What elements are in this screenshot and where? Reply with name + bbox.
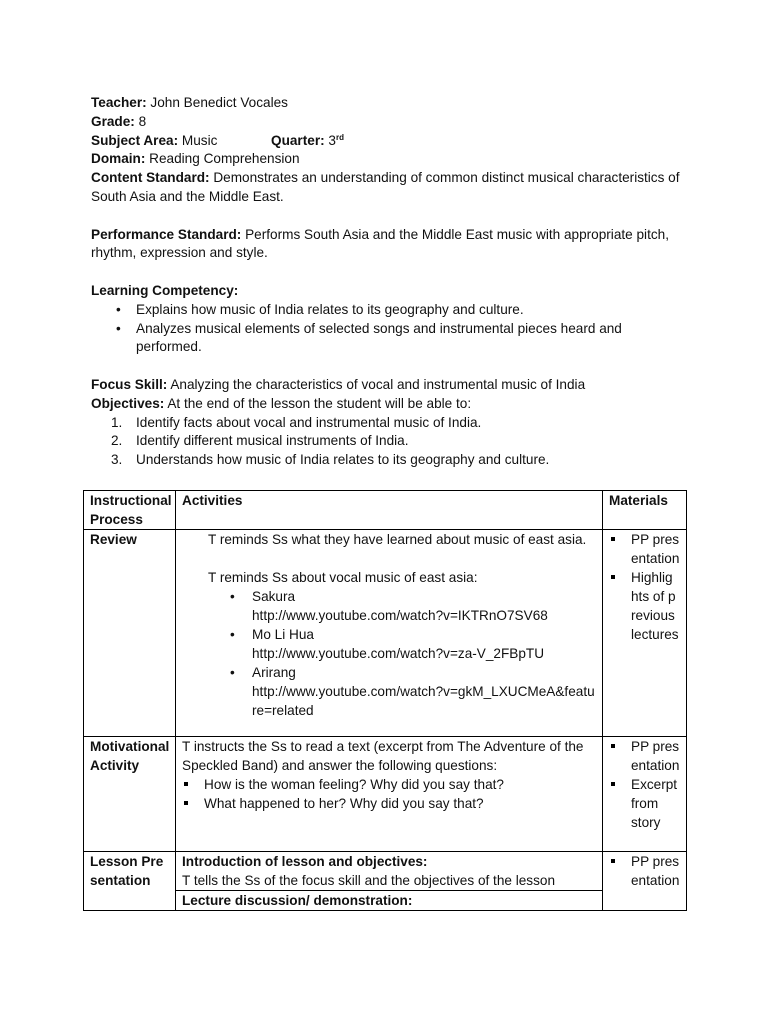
lesson-intro-text: T tells the Ss of the focus skill and the objectives of the lesson: [182, 873, 556, 888]
objectives-list: [91, 414, 691, 470]
domain-line: Domain: Reading Comprehension: [91, 151, 300, 167]
lesson-activities: [176, 852, 603, 911]
focus-skill: Focus Skill: Analyzing the characteristics of vocal and instrumental music of India: [91, 376, 586, 392]
list-item: 3. Understands how music of India relates to its geography and culture.: [111, 452, 550, 468]
list-item: How is the woman feeling? Why did you say that?: [182, 775, 596, 794]
review-line1: T reminds Ss what they have learned about music of east asia.: [208, 532, 587, 547]
list-item: • Sakura http://www.youtube.com/watch?v=IKTRnO7SV68: [182, 587, 596, 625]
motivational-activities: [176, 737, 603, 852]
header-activities: Activities: [176, 491, 603, 530]
row-label: Motivational Activity: [84, 737, 176, 852]
review-line2: T reminds Ss about vocal music of east asia:: [208, 570, 478, 585]
lecture-title: Lecture discussion/ demonstration:: [176, 890, 602, 910]
list-item: • Arirang http://www.youtube.com/watch?v=gkM_LXUCMeA&feature=related: [182, 663, 596, 720]
motivational-materials: [603, 737, 687, 852]
performance-standard: Performance Standard: Performs South Asia and the Middle East music with appropriate pitch, rhythm, expression and style.: [91, 226, 669, 261]
header-materials: Materials: [603, 491, 687, 530]
table-row: [84, 852, 687, 911]
list-item: 1. Identify facts about vocal and instrumental music of India.: [111, 414, 482, 430]
list-item: • Explains how music of India relates to its geography and culture.: [91, 301, 691, 320]
lesson-header: [91, 94, 691, 470]
list-item: 2. Identify different musical instruments of India.: [111, 433, 409, 449]
row-label: Lesson Presentation: [84, 852, 176, 911]
row-label: Review: [84, 530, 176, 737]
review-materials: [603, 530, 687, 737]
competency-heading: Learning Competency:: [91, 282, 239, 298]
lesson-intro-title: Introduction of lesson and objectives:: [182, 854, 428, 869]
grade-line: Grade: 8: [91, 113, 147, 129]
list-item: • Analyzes musical elements of selected songs and instrumental pieces heard and performed.: [91, 320, 691, 358]
list-item: PP presentation: [609, 530, 680, 568]
list-item: PP presentation: [609, 737, 680, 775]
question-list: [182, 775, 596, 813]
content-standard: Content Standard: Demonstrates an understanding of common distinct musical characteristics of South Asia and the Middle East.: [91, 170, 680, 204]
lesson-materials: [603, 852, 687, 911]
list-item: Highlights of previous lectures: [609, 568, 680, 644]
list-item: • Mo Li Hua http://www.youtube.com/watch?v=za-V_2FBpTU: [182, 625, 596, 663]
list-item: PP presentation: [609, 852, 680, 890]
header-process: Instructional Process: [84, 491, 176, 530]
song-list: [182, 587, 596, 720]
table-header-row: [84, 491, 687, 530]
motivational-text: T instructs the Ss to read a text (excerpt from The Adventure of the Speckled Band) and answer the following questions:: [182, 739, 584, 773]
table-row: [84, 737, 687, 852]
table-row: [84, 530, 687, 737]
review-activities: [176, 530, 603, 737]
list-item: What happened to her? Why did you say that?: [182, 794, 596, 813]
list-item: Excerpt from story: [609, 775, 680, 832]
teacher-line: Teacher: John Benedict Vocales: [91, 95, 288, 110]
lesson-plan-table: [83, 490, 687, 911]
objectives-intro: Objectives: At the end of the lesson the student will be able to:: [91, 395, 472, 411]
competency-list: [91, 301, 691, 357]
subject-line: Subject Area: Music Quarter: 3rd: [91, 132, 344, 148]
